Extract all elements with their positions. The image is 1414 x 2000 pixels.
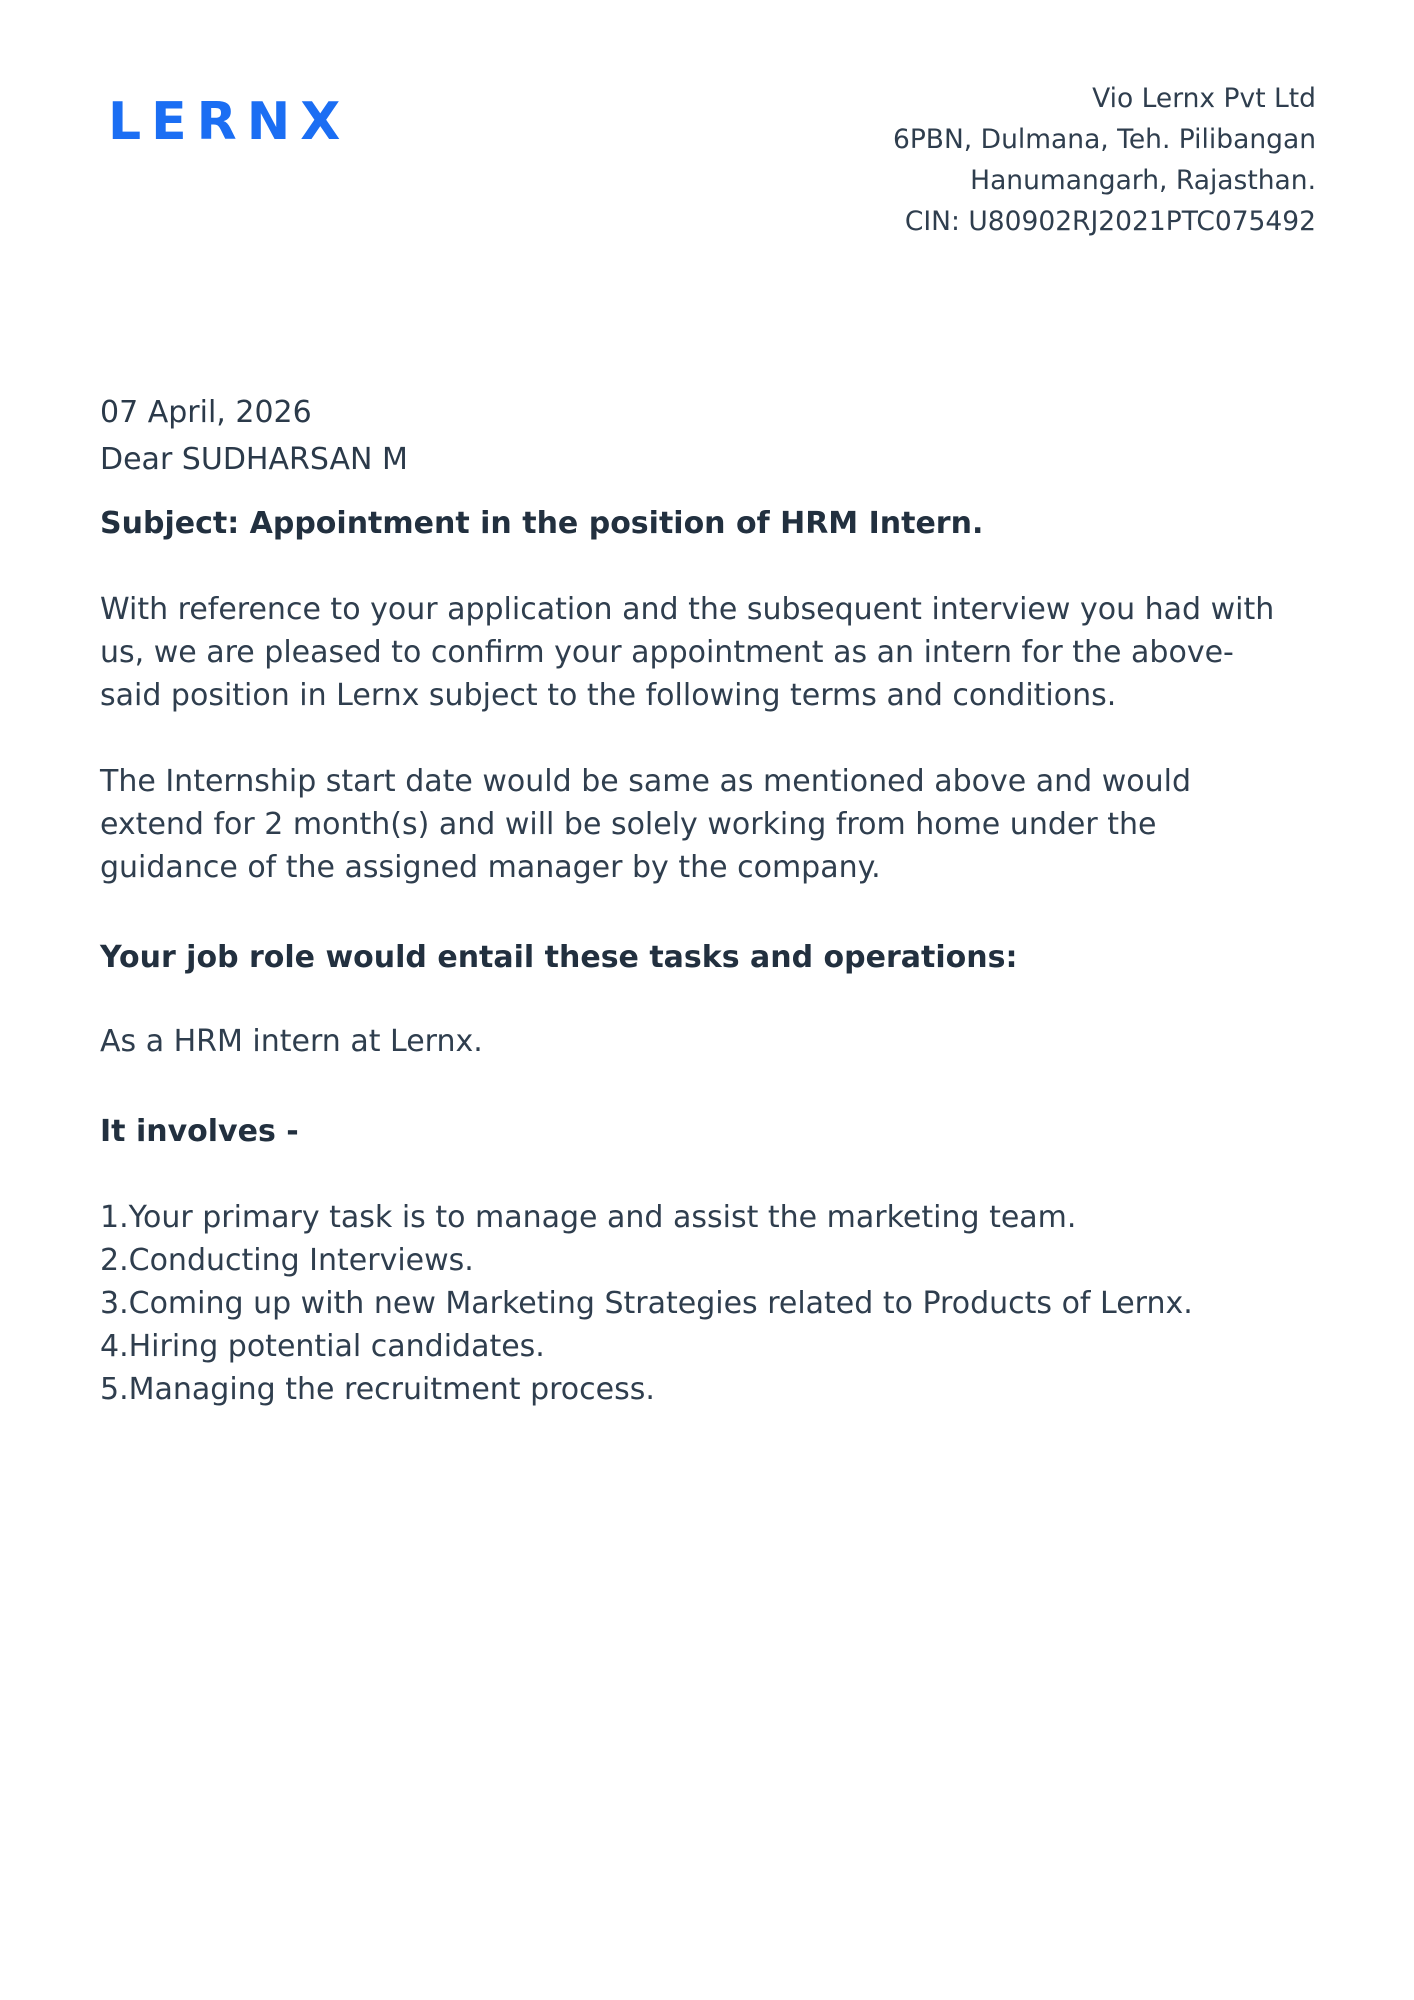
company-address-line-2: Hanumangarh, Rajasthan.: [970, 165, 1316, 197]
list-item: 1.Your primary task is to manage and assist the marketing team.: [100, 1199, 1077, 1235]
job-role-heading: Your job role would entail these tasks and operations:: [100, 940, 1018, 976]
job-role-intro: As a HRM intern at Lernx.: [100, 1023, 483, 1059]
company-logo: [98, 70, 351, 152]
company-name: Vio Lernx Pvt Ltd: [1092, 83, 1316, 114]
company-address-block: [893, 70, 1316, 242]
company-cin: CIN: U80902RJ2021PTC075492: [904, 206, 1316, 238]
letter-salutation: Dear SUDHARSAN M: [100, 441, 408, 477]
letter-subject: Subject: Appointment in the position of HRM Intern.: [100, 506, 984, 542]
involves-heading: It involves -: [100, 1113, 299, 1149]
letterhead: [98, 70, 1316, 242]
list-item: 3.Coming up with new Marketing Strategies related to Products of Lernx.: [100, 1285, 1193, 1321]
logo-wordmark: LERNX: [108, 92, 351, 152]
company-address-line-1: 6PBN, Dulmana, Teh. Pilibangan: [892, 124, 1316, 156]
task-list: [100, 1196, 1280, 1412]
list-item: 4.Hiring potential candidates.: [100, 1329, 545, 1365]
letter-paragraph-2: The Internship start date would be same as mentioned above and would extend for 2 month(s) and will be solely working from home under the guidance of the assigned manager by the company.: [100, 763, 1192, 885]
list-item: 5.Managing the recruitment process.: [100, 1372, 655, 1408]
letter-body: [98, 392, 1316, 1411]
letter-paragraph-1: With reference to your application and the subsequent interview you had with us, we are pleased to confirm your appointment as an intern for the above-said position in Lernx subject to the following terms and conditions.: [100, 592, 1275, 714]
list-item: 2.Conducting Interviews.: [100, 1242, 474, 1278]
letter-date: 07 April, 2026: [100, 395, 312, 431]
